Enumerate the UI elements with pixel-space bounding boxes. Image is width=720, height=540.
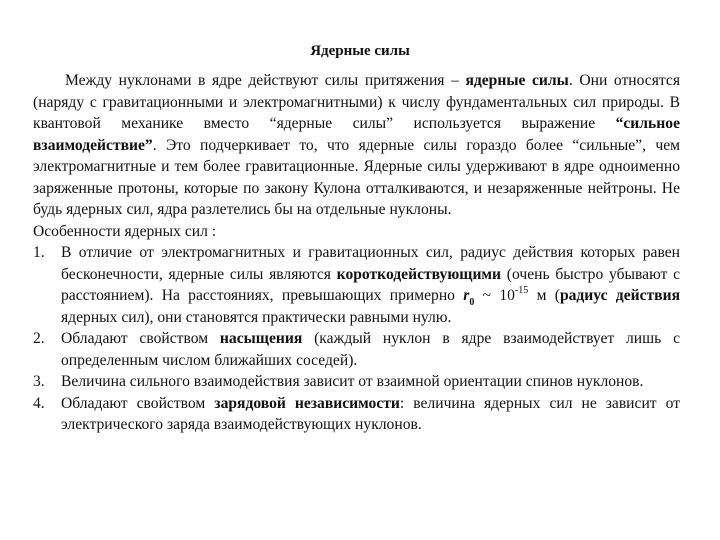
item-text: Величина сильного взаимодействия зависит от взаимной ориентации спинов нуклонов. bbox=[61, 373, 644, 390]
item-term: короткодействующими bbox=[336, 265, 502, 283]
radius-subscript: 0 bbox=[469, 297, 475, 309]
item-text: м ( bbox=[528, 287, 560, 304]
list-item bbox=[33, 328, 680, 371]
list-item-number: 2. bbox=[33, 330, 45, 347]
list-item bbox=[33, 242, 680, 328]
features-heading: Особенности ядерных сил : bbox=[33, 222, 217, 240]
list-item-number: 4. bbox=[33, 394, 45, 412]
intro-text-3: . Это подчеркивает то, что ядерные силы гораздо более “сильные”, чем электромагнитные и тем более гравитационные. Ядерные силы удерживают в ядре одноименно заряженные протоны, которые по закону Кулона отталкиваются, и незаряженные нейтроны. Не будь ядерных сил, ядра разлетелись бы на отдельные нуклоны. bbox=[33, 136, 680, 218]
features-list bbox=[33, 242, 680, 436]
item-text: (каждый нуклон в ядре взаимодействует лишь с определенным числом ближайших соседей). bbox=[61, 330, 680, 369]
radius-symbol: r bbox=[463, 287, 470, 304]
intro-paragraph bbox=[33, 70, 680, 221]
list-item bbox=[33, 393, 680, 436]
item-text: Обладают свойством bbox=[61, 330, 220, 347]
list-item bbox=[33, 371, 680, 393]
item-text: ~ 10 bbox=[474, 287, 515, 304]
list-item-number: 1. bbox=[33, 244, 45, 261]
intro-text-2: . Они относятся (наряду с гравитационными и электромагнитными) к числу фундаментальных сил природы. В квантовой механике вместо “ядерные силы” используется выражение bbox=[33, 72, 680, 132]
intro-term-strong-interaction: “сильное взаимодействие” bbox=[33, 115, 680, 154]
item-text: : величина ядерных сил не зависит от электрического заряда взаимодействующих нуклонов. bbox=[61, 394, 681, 433]
item-term: радиус действия bbox=[559, 287, 681, 304]
item-text: (очень быстро убывают с расстоянием). На расстояниях, превышающих примерно bbox=[61, 265, 680, 304]
item-term: зарядовой независимости bbox=[214, 394, 400, 412]
intro-text-1: Между нуклонами в ядре действуют силы притяжения – bbox=[65, 72, 466, 89]
item-text: В отличие от электромагнитных и гравитационных сил, радиус действия которых равен бесконечности, ядерные силы являются bbox=[61, 244, 680, 283]
item-text: ядерных сил), они становятся практически равными нулю. bbox=[61, 308, 452, 326]
page-title: Ядерные силы bbox=[310, 43, 410, 59]
exponent: -15 bbox=[514, 284, 529, 296]
list-item-number: 3. bbox=[33, 373, 45, 390]
item-text: Обладают свойством bbox=[61, 394, 215, 412]
intro-term-nuclear-forces: ядерные силы bbox=[465, 72, 569, 89]
item-term: насыщения bbox=[219, 330, 303, 347]
document-body bbox=[33, 70, 680, 436]
